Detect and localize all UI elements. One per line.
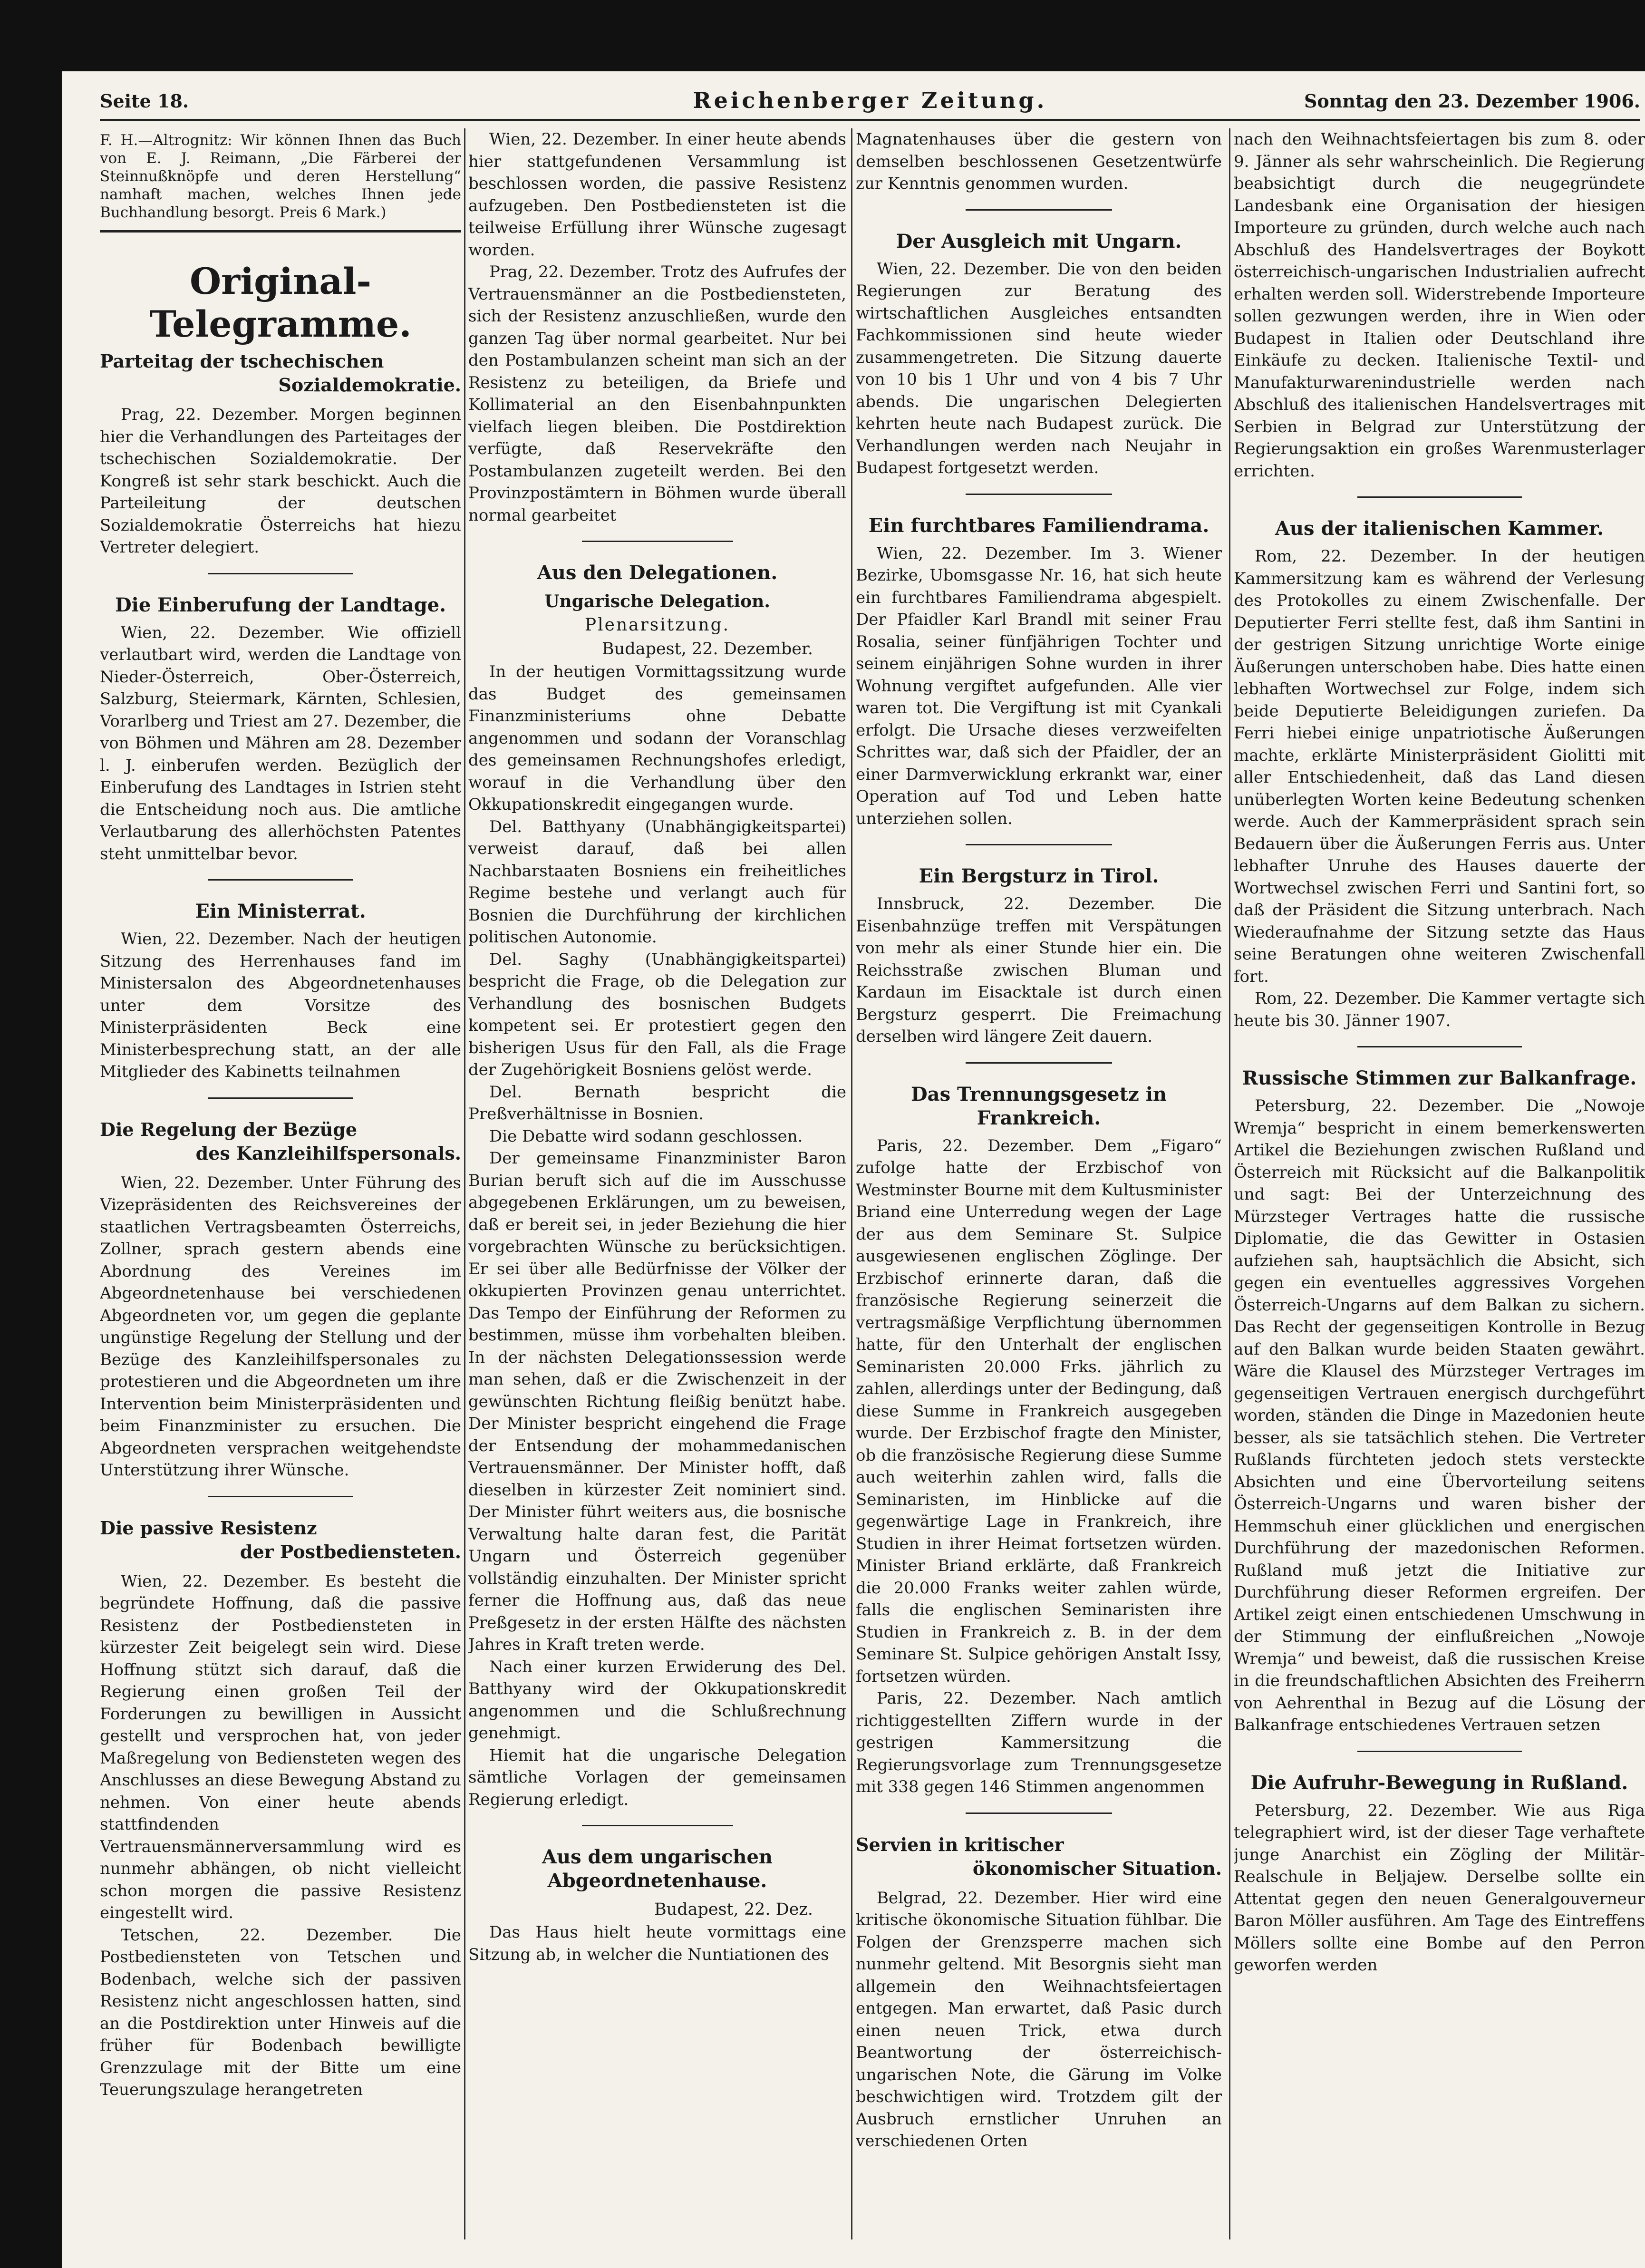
article-title: Ein furchtbares Familiendrama. (868, 514, 1210, 537)
article-paragraph: nach den Weihnachtsfeiertagen bis zum 8. oder 9. Jänner als sehr wahrscheinlich. Die Regierung beabsichtigt durch die neugegründete Landesbank eine Organisation der hiesigen Importeure zu gründen, durch welche auch nach Abschluß des Handelsvertrages der Boykott österreichisch-ungarischen Industrialien aufrecht erhalten werden soll. Widerstrebende Importeure sollen gezwungen werden, ihre in Wien oder Budapest in Italien oder Deutschland ihre Einkäufe zu decken. Italienische Textil- und Manufakturwarenindustrielle werden nach Abschluß des italienischen Handelsvertrages mit Serbien in Belgrad zur Unterstützung der Regierungsaktion ein großes Warenmusterlager errichten. (1234, 130, 1645, 481)
column-3 (856, 128, 1222, 2239)
article-title: Die Aufruhr-Bewegung in Rußland. (1250, 1771, 1628, 1794)
column-rule (851, 128, 852, 2239)
article-title: ökonomischer Situation. (972, 1857, 1222, 1879)
article-divider (966, 209, 1112, 211)
article-paragraph: Prag, 22. Dezember. Trotz des Aufrufes der Vertrauensmänner an die Postbediensteten, sich der Resistenz anzuschließen, wurde den ganzen Tag über normal gearbeitet. Nur bei den Postambulanzen scheint man sich an der Resistenz zu beteiligen, da Briefe und Kollimaterial an den Eisenbahnpunkten vielfach liegen bleiben. Die Postdirektion verfügte, daß Reservekräfte den Postambulanzen zugeteilt werden. Bei den Provinzpostämtern in Böhmen wurde überall normal gearbeitet (468, 262, 846, 525)
issue-date: Sonntag den 23. Dezember 1906. (1304, 90, 1640, 112)
article-paragraph: Innsbruck, 22. Dezember. Die Eisenbahnzüge treffen mit Verspätungen von mehr als einer Stunde hier ein. Die Reichsstraße zwischen Bluman und Kardaun im Eisacktale ist durch einen Bergsturz gesperrt. Die Freimachung derselben wird längere Zeit dauern. (856, 894, 1222, 1046)
article-paragraph: Wien, 22. Dezember. Es besteht die begründete Hoffnung, daß die passive Resistenz der Postbediensteten in kürzester Zeit beigelegt sein wird. Diese Hoffnung stützt sich darauf, daß die Regierung einen großen Teil der Forderungen zu bewilligen in Aussicht gestellt und versprochen hat, von jeder Maßregelung von Bediensteten wegen des Anschlusses an diese Bewegung Abstand zu nehmen. Von einer heute abends stattfindenden Vertrauensmännerversammlung wird es nunmehr abhängen, ob nicht vielleicht schon morgen die passive Resistenz eingestellt wird. (100, 1571, 461, 1922)
article-divider (966, 1062, 1112, 1064)
article-paragraph: Wien, 22. Dezember. Im 3. Wiener Bezirke, Ubomsgasse Nr. 16, hat sich heute ein furchtbares Familiendrama abgespielt. Der Pfaidler Karl Brandl mit seiner Frau Rosalia, seiner fünfjährigen Tochter und seinem einjährigen Sohne wurden in ihrer Wohnung vergiftet aufgefunden. Alle vier waren tot. Die Vergiftung ist mit Cyankali erfolgt. Die Ursache dieses verzweifelten Schrittes war, daß sich der Pfaidler, der an einer Darmverwicklung erkrankt war, einer Operation auf Tod und Leben hatte unterziehen sollen. (856, 543, 1222, 828)
article-paragraph: Wien, 22. Dezember. Wie offiziell verlautbart wird, werden die Landtage von Nieder-Österreich, Ober-Österreich, Salzburg, Steiermark, Kärnten, Schlesien, Vorarlberg und Triest am 27. Dezember, die von Böhmen und Mähren am 28. Dezember l. J. einberufen werden. Bezüglich der Einberufung des Landtages in Istrien steht die Entscheidung noch aus. Die amtliche Verlautbarung des allerhöchsten Patentes steht unmittelbar bevor. (100, 623, 461, 863)
section-divider (100, 230, 461, 233)
article-title: Servien in kritischer (856, 1833, 1064, 1855)
article-paragraph: Paris, 22. Dezember. Dem „Figaro“ zufolge hatte der Erzbischof von Westminster Bourne mit dem Kultusminister Briand eine Unterredung wegen der Lage der aus dem Seminare St. Sulpice ausgewiesenen englischen Zöglinge. Der Erzbischof erinnerte daran, daß die französische Regierung seinerzeit die vertragsmäßige Verpflichtung übernommen hatte, für den Unterhalt der englischen Seminaristen 20.000 Frks. jährlich zu zahlen, allerdings unter der Bedingung, daß diese Summe in Frankreich ausgegeben wurde. Der Erzbischof fragte den Minister, ob die französische Regierung diese Summe auch weiterhin zahlen wird, falls die Seminaristen, im Hinblicke auf die gegenwärtige Lage in Frankreich, ihre Studien in ihrer Heimat fortsetzen würden. Minister Briand erklärte, daß Frankreich die 20.000 Franks weiter zahlen würde, falls die englischen Seminaristen ihre Studien in Frankreich z. B. in der dem Seminare St. Sulpice gehörigen Anstalt Issy, fortsetzen würden. (856, 1136, 1222, 1686)
newspaper-page (62, 71, 1645, 2268)
article-paragraph: Tetschen, 22. Dezember. Die Postbediensteten von Tetschen und Bodenbach, welche sich der passiven Resistenz nicht angeschlossen hatten, sind an die Postdirektion unter Hinweis auf die früher für Bodenbach bewilligte Grenzzulage mit der Bitte um eine Teuerungszulage herangetreten (100, 1925, 461, 2099)
article-paragraph: Wien, 22. Dezember. Die von den beiden Regierungen zur Beratung des wirtschaftlichen Ausgleiches entsandten Fachkommissionen sind heute wieder zusammengetreten. Die Sitzung dauerte von 10 bis 1 Uhr und von 4 bis 7 Uhr abends. Die ungarischen Delegierten kehrten heute nach Budapest zurück. Die Verhandlungen werden nach Neujahr in Budapest fortgesetzt werden. (856, 259, 1222, 477)
article-paragraph: Paris, 22. Dezember. Nach amtlich richtiggestellten Ziffern wurde in der gestrigen Kammersitzung die Regierungsvorlage zum Trennungsgesetze mit 338 gegen 146 Stimmen angenommen (856, 1689, 1222, 1796)
article-divider (1357, 1751, 1522, 1752)
article-paragraph: In der heutigen Vormittagssitzung wurde das Budget des gemeinsamen Finanzministeriums ohne Debatte angenommen und sodann der Voranschlag des gemeinsamen Rechnungshofes erledigt, worauf in die Verhandlung über den Okkupationskredit eingegangen wurde. (468, 662, 846, 814)
article-dateline: Budapest, 22. Dez. (654, 1900, 813, 1919)
article-divider (966, 1812, 1112, 1814)
article-title: des Kanzleihilfspersonals. (195, 1142, 461, 1164)
article-title: Ein Bergsturz in Tirol. (919, 865, 1159, 887)
article-title: Die Regelung der Bezüge (100, 1118, 358, 1140)
article-title: Die passive Resistenz (100, 1517, 317, 1539)
article-paragraph: Rom, 22. Dezember. In der heutigen Kammersitzung kam es während der Verlesung des Protokolles zu einem Zwischenfalle. Der Deputierter Ferri stellte fest, daß ihm Santini in der gestrigen Sitzung unrichtige Worte einige Äußerungen unterschoben habe. Dies hatte einen lebhaften Wortwechsel zur Folge, indem sich beide Deputierte Beleidigungen zuriefen. Da Ferri hiebei einige unpatriotische Äußerungen machte, erklärte Ministerpräsident Giolitti mit aller Entschiedenheit, daß das Land diesen unüberlegten Worten keine Bedeutung schenken werde. Auch der Kammerpräsident sprach sein Bedauern über die Äußerungen Ferris aus. Unter lebhafter Unruhe des Hauses dauerte der Wortwechsel zwischen Ferri und Santini fort, so daß der Präsident die Sitzung unterbrach. Nach Wiederaufnahme der Sitzung setzte das Haus seine Beratungen ohne weiteren Zwischenfall fort. (1234, 547, 1645, 986)
article-paragraph: Hiemit hat die ungarische Delegation sämtliche Vorlagen der gemeinsamen Regierung erledigt. (468, 1745, 846, 1809)
article-paragraph: Magnatenhauses über die gestern von demselben beschlossenen Gesetzentwürfe zur Kenntnis genommen wurden. (856, 130, 1222, 193)
article-divider (582, 1825, 733, 1826)
article-divider (208, 573, 353, 574)
article-paragraph: Petersburg, 22. Dezember. Wie aus Riga telegraphiert wird, ist der dieser Tage verhaftete junge Anarchist ein Zögling der Militär-Realschule in Beljajew. Derselbe sollte ein Attentat gegen den neuen Generalgouverneur Baron Möller ausführen. Am Tage des Eintreffens Möllers sollte eine Bombe auf den Perron geworfen werden (1234, 1801, 1645, 1975)
article-paragraph: Die Debatte wird sodann geschlossen. (489, 1126, 803, 1146)
article-title: Aus der italienischen Kammer. (1275, 517, 1604, 540)
column-rule (1229, 128, 1230, 2239)
reader-notice: F. H.—Altrognitz: Wir können Ihnen das Buch von E. J. Reimann, „Die Färberei der Steinnußknöpfe und deren Herstellung“ namhaft machen, welches Ihnen jede Buchhandlung besorgt. Preis 6 Mark.) (100, 132, 461, 221)
article-title: der Postbediensteten. (240, 1541, 461, 1562)
article-divider (208, 1097, 353, 1099)
article-divider (208, 1496, 353, 1497)
article-title: Aus dem ungarischen Abgeordnetenhause. (542, 1846, 773, 1892)
article-dateline: Budapest, 22. Dezember. (602, 640, 813, 659)
article-paragraph: Del. Saghy (Unabhängigkeitspartei) bespricht die Frage, ob die Delegation zur Verhandlung des bosnischen Budgets kompetent sei. Er protestiert gegen den bisherigen Usus für den Fall, als die Frage der Zugehörigkeit Bosniens gelöst werde. (468, 950, 846, 1079)
article-divider (208, 879, 353, 881)
article-title: Ein Ministerrat. (195, 900, 366, 922)
column-4 (1234, 128, 1645, 2239)
article-title: Sozialdemokratie. (278, 374, 461, 396)
article-paragraph: Wien, 22. Dezember. In einer heute abends hier stattgefundenen Versammlung ist beschlossen worden, die passive Resistenz aufzugeben. Den Postbediensteten ist die teilweise Erfüllung ihrer Wünsche zugesagt worden. (468, 130, 846, 260)
article-divider (966, 844, 1112, 845)
page-number: Seite 18. (100, 90, 189, 112)
newspaper-title: Reichenberger Zeitung. (693, 87, 1047, 113)
column-1 (100, 128, 461, 2239)
article-divider (582, 541, 733, 542)
article-paragraph: Petersburg, 22. Dezember. Die „Nowoje Wremja“ bespricht in einem bemerkenswerten Artikel die Beziehungen zwischen Rußland und Österreich mit Rücksicht auf die Balkanpolitik und sagt: Bei der Unterzeichnung des Mürzsteger Vertrages hatte die russische Diplomatie, die das Gewitter in Ostasien aufziehen sah, hauptsächlich die Absicht, sich gegen ein eventuelles aggressives Vorgehen Österreich-Ungarns auf dem Balkan zu sichern. Das Recht der gegenseitigen Kontrolle in Bezug auf den Balkan wurde beiden Staaten gewährt. Wäre die Klausel des Mürzsteger Vertrages im gegenseitigen Vertrauen energisch durchgeführt worden, ständen die Dinge in Mazedonien heute besser, als sie tatsächlich stehen. Die Vertreter Rußlands fürchteten jedoch stets versteckte Absichten und eine Übervorteilung seitens Österreich-Ungarns und waren bisher der Hemmschuh einer glücklichen und energischen Durchführung der mazedonischen Reformen. Rußland muß jetzt die Initiative zur Durchführung dieser Reformen ergreifen. Der Artikel zeigt einen entschiedenen Umschwung in der Stimmung der einflußreichen „Nowoje Wremja“ und beweist, daß die russischen Kreise in die freundschaftlichen Absichten des Freiherrn von Aehrenthal in Bezug auf die Lösung der Balkanfrage entschiedenes Vertrauen setzen (1234, 1096, 1645, 1735)
article-title: Aus den Delegationen. (537, 562, 778, 584)
article-title: Der Ausgleich mit Ungarn. (896, 230, 1182, 252)
column-2 (468, 128, 846, 2239)
article-divider (1357, 1046, 1522, 1047)
article-paragraph: Rom, 22. Dezember. Die Kammer vertagte sich heute bis 30. Jänner 1907. (1234, 989, 1645, 1030)
article-paragraph: Wien, 22. Dezember. Unter Führung des Vizepräsidenten des Reichsvereines der staatlichen Vertragsbeamten Österreichs, Zollner, sprach gestern abends eine Abordnung des Vereines im Abgeordnetenhause bei verschiedenen Abgeordneten vor, um gegen die geplante ungünstige Regelung der Stellung und der Bezüge des Kanzleihilfspersonales zu protestieren und die Abgeordneten um ihre Intervention beim Ministerpräsidenten und beim Finanzminister zu ersuchen. Die Abgeordneten versprachen weitgehendste Unterstützung ihrer Wünsche. (100, 1173, 461, 1480)
article-paragraph: Der gemeinsame Finanzminister Baron Burian beruft sich auf die im Ausschusse abgegebenen Erklärungen, um zu beweisen, daß er bereit sei, in jeder Beziehung die hier vorgebrachten Wünsche zu berücksichtigen. Er sei über alle Bedürfnisse der Völker der okkupierten Provinzen genau unterrichtet. Das Tempo der Einführung der Reformen zu bestimmen, müsse ihm vorbehalten bleiben. In der nächsten Delegationssession werde man sehen, daß er die Zwischenzeit in der gewünschten Richtung fleißig benützt habe. Der Minister bespricht eingehend die Frage der Entsendung der mohammedanischen Vertrauensmänner. Der Minister hofft, daß dieselben in kürzester Zeit nominiert sind. Der Minister führt weiters aus, die bosnische Verwaltung halte daran fest, die Parität Ungarn und Österreich gegenüber vollständig einzuhalten. Der Minister spricht ferner die Hoffnung aus, daß das neue Preßgesetz in der ersten Hälfte des nächsten Jahres in Kraft treten werde. (468, 1149, 846, 1654)
article-title: Russische Stimmen zur Balkanfrage. (1242, 1067, 1637, 1089)
article-paragraph: Del. Bernath bespricht die Preßverhältnisse in Bosnien. (468, 1082, 846, 1124)
article-title: Die Einberufung der Landtage. (115, 593, 446, 616)
article-paragraph: Wien, 22. Dezember. Nach der heutigen Sitzung des Herrenhauses fand im Ministersalon des Abgeordnetenhauses unter dem Vorsitze des Ministerpräsidenten Beck eine Ministerbesprechung statt, an der alle Mitglieder des Kabinetts teilnahmen (100, 930, 461, 1081)
page-header (100, 86, 1640, 121)
article-divider (1357, 496, 1522, 498)
section-title: Original-Telegramme. (149, 260, 412, 345)
article-subtitle: Ungarische Delegation. (544, 591, 770, 611)
article-subtitle: Plenarsitzung. (584, 615, 730, 635)
article-paragraph: Belgrad, 22. Dezember. Hier wird eine kritische ökonomische Situation fühlbar. Die Folgen der Grenzsperre machen sich nunmehr geltend. Mit Besorgnis sieht man allgemein den Weihnachtsfeiertagen entgegen. Man erwartet, daß Pasic durch einen neuen Trick, etwa durch Beantwortung der österreichisch-ungarischen Note, die Gärung im Volke beschwichtigen wird. Trotzdem gilt der Ausbruch ernstlicher Unruhen an verschiedenen Orten (856, 1888, 1222, 2151)
article-paragraph: Das Haus hielt heute vormittags eine Sitzung ab, in welcher die Nuntiationen des (468, 1923, 846, 1964)
column-rule (464, 128, 465, 2239)
article-paragraph: Prag, 22. Dezember. Morgen beginnen hier die Verhandlungen des Parteitages der tschechischen Sozialdemokratie. Der Kongreß ist sehr stark beschickt. Auch die Parteileitung der deutschen Sozialdemokratie Österreichs hat hiezu Vertreter delegiert. (100, 405, 461, 557)
article-paragraph: Nach einer kurzen Erwiderung des Del. Batthyany wird der Okkupationskredit angenommen und die Schlußrechnung genehmigt. (468, 1657, 846, 1743)
article-title: Parteitag der tschechischen (100, 350, 384, 372)
article-paragraph: Del. Batthyany (Unabhängigkeitspartei) verweist darauf, daß bei allen Nachbarstaaten Bosniens ein freiheitliches Regime bestehe und verlangt auch für Bosnien die Durchführung der kirchlichen politischen Autonomie. (468, 817, 846, 947)
article-title: Das Trennungsgesetz in Frankreich. (910, 1083, 1167, 1129)
article-divider (966, 494, 1112, 495)
